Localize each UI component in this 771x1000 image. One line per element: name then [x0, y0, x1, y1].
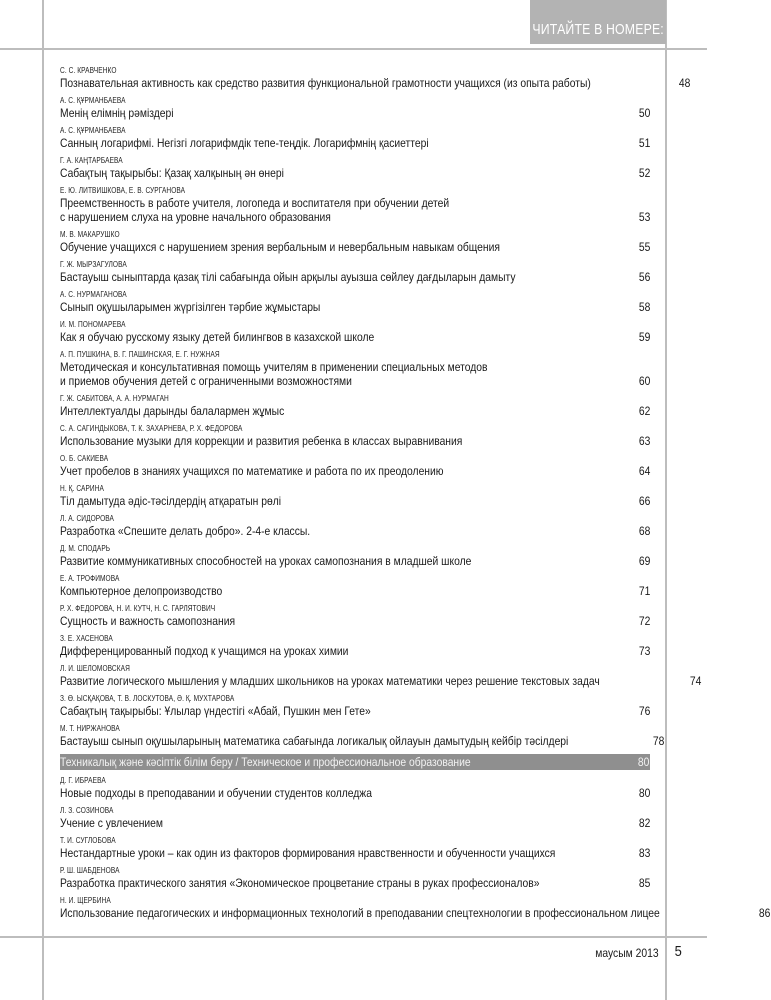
toc-entry[interactable]: [60, 424, 650, 448]
page-number: 5: [674, 943, 682, 960]
toc-entry[interactable]: [60, 776, 650, 800]
entry-title: Как я обучаю русскому языку детей билингвов в казахской школе: [60, 330, 375, 344]
section-page: 80: [637, 755, 649, 769]
entry-title-row: [60, 704, 650, 718]
entry-title: Учение с увлечением: [60, 816, 164, 830]
entry-authors: О. Б. САКИЕВА: [60, 454, 109, 463]
entry-title: Новые подходы в преподавании и обучении студентов колледжа: [60, 786, 372, 800]
entry-title-row: [60, 494, 650, 508]
toc-entry[interactable]: [60, 290, 650, 314]
entry-title-row: [60, 906, 771, 920]
toc-list: [60, 776, 771, 920]
toc-list: [60, 66, 701, 748]
entry-page: 74: [689, 674, 701, 688]
entry-title-row: [60, 524, 650, 538]
toc-entry[interactable]: [60, 320, 650, 344]
toc-entry[interactable]: [60, 126, 650, 150]
entry-title: Методическая и консультативная помощь учителям в применении специальных методов: [60, 360, 488, 374]
entry-title-row: [60, 464, 650, 478]
entry-page: 48: [679, 76, 691, 90]
entry-title-row: [60, 786, 650, 800]
entry-authors: А. С. ҚҰРМАНБАЕВА: [60, 126, 126, 135]
entry-title: Обучение учащихся с нарушением зрения вербальным и невербальным навыкам общения: [60, 240, 500, 254]
entry-page: 86: [759, 906, 771, 920]
toc-entry[interactable]: [60, 896, 771, 920]
entry-page: 64: [638, 464, 650, 478]
entry-authors: Н. И. ЩЕРБИНА: [60, 896, 111, 905]
entry-title-row: [60, 136, 650, 150]
entry-title-row: [60, 374, 650, 388]
entry-title: Развитие коммуникативных способностей на уроках самопознания в младшей школе: [60, 554, 472, 568]
entry-authors: С. С. КРАВЧЕНКО: [60, 66, 117, 75]
entry-title-row: [60, 614, 650, 628]
entry-title-row: [60, 434, 650, 448]
bottom-rule: [0, 936, 707, 938]
entry-authors: Р. Х. ФЕДОРОВА, Н. И. КУТЧ, Н. С. ГАРЛЯТОВИЧ: [60, 604, 216, 613]
toc-entry[interactable]: [60, 694, 650, 718]
entry-title-row: [60, 106, 650, 120]
toc-entry[interactable]: [60, 574, 650, 598]
entry-page: 63: [638, 434, 650, 448]
entry-page: 51: [638, 136, 650, 150]
entry-authors: Г. А. КАҢТАРБАЕВА: [60, 156, 123, 165]
toc-entry[interactable]: [60, 394, 650, 418]
entry-title: с нарушением слуха на уровне начального образования: [60, 210, 331, 224]
issue-date: маусым 2013: [595, 946, 659, 960]
entry-page: 83: [638, 846, 650, 860]
toc-entry[interactable]: [60, 514, 650, 538]
entry-title: Бастауыш сынып оқушыларының математика сабағында логикалық ойлауын дамытудың кейбір тәсілдері: [60, 734, 569, 748]
entry-authors: А. П. ПУШКИНА, В. Г. ПАШИНСКАЯ, Е. Г. НУЖНАЯ: [60, 350, 220, 359]
entry-title: Сабақтың тақырыбы: Қазақ халқының ән өнері: [60, 166, 284, 180]
entry-authors: Е. А. ТРОФИМОВА: [60, 574, 120, 583]
toc-entry[interactable]: [60, 230, 650, 254]
entry-authors: Д. Г. ИБРАЕВА: [60, 776, 106, 785]
entry-authors: А. С. НУРМАГАНОВА: [60, 290, 127, 299]
entry-authors: Н. Қ. САРИНА: [60, 484, 105, 493]
entry-title-row: [60, 360, 650, 374]
entry-title: Использование музыки для коррекции и развития ребенка в классах выравнивания: [60, 434, 463, 448]
entry-title-row: [60, 644, 650, 658]
entry-title-row: [60, 846, 650, 860]
section-title: Техникалық және кәсіптік білім беру / Техническое и профессиональное образование: [60, 755, 471, 769]
entry-page: 76: [638, 704, 650, 718]
entry-title: Познавательная активность как средство развития функциональной грамотности учащихся (из опыта работы): [60, 76, 591, 90]
entry-title: Менің елімнің рәміздері: [60, 106, 174, 120]
entry-page: 50: [638, 106, 650, 120]
entry-title-row: [60, 404, 650, 418]
entry-page: 52: [638, 166, 650, 180]
entry-title-row: [60, 300, 650, 314]
entry-page: 73: [638, 644, 650, 658]
entry-authors: Г. Ж. САБИТОВА, А. А. НУРМАГАН: [60, 394, 169, 403]
entry-page: 59: [638, 330, 650, 344]
entry-title: Дифференцированный подход к учащимся на уроках химии: [60, 644, 349, 658]
entry-title: Преемственность в работе учителя, логопеда и воспитателя при обучении детей: [60, 196, 450, 210]
entry-authors: Д. М. СПОДАРЬ: [60, 544, 111, 553]
entry-title-row: [60, 330, 650, 344]
entry-page: 80: [638, 786, 650, 800]
entry-page: 72: [638, 614, 650, 628]
entry-title-row: [60, 76, 691, 90]
entry-title-row: [60, 584, 650, 598]
entry-title: Санның логарифмі. Негізгі логарифмдік тепе-теңдік. Логарифмнің қасиеттері: [60, 136, 429, 150]
entry-page: 56: [638, 270, 650, 284]
entry-authors: М. Т. НИРЖАНОВА: [60, 724, 120, 733]
entry-title-row: [60, 816, 650, 830]
table-of-contents: [60, 66, 771, 926]
top-rule: [0, 48, 707, 50]
entry-page: 82: [638, 816, 650, 830]
entry-title: Компьютерное делопроизводство: [60, 584, 223, 598]
entry-page: 85: [638, 876, 650, 890]
toc-entry[interactable]: [60, 866, 650, 890]
entry-authors: Т. И. СУГЛОБОВА: [60, 836, 116, 845]
toc-entry[interactable]: [60, 66, 691, 90]
toc-entry[interactable]: [60, 806, 650, 830]
entry-title: Интеллектуалды дарынды балалармен жұмыс: [60, 404, 285, 418]
entry-title-row: [60, 674, 701, 688]
toc-entry[interactable]: [60, 544, 650, 568]
toc-entry[interactable]: [60, 156, 650, 180]
section-bar[interactable]: [60, 754, 650, 770]
entry-title: и приемов обучения детей с ограниченными возможностями: [60, 374, 352, 388]
toc-entry[interactable]: [60, 350, 650, 388]
entry-authors: Л. А. СИДОРОВА: [60, 514, 114, 523]
toc-entry[interactable]: [60, 96, 650, 120]
toc-entry[interactable]: [60, 454, 650, 478]
right-margin-rule: [665, 0, 667, 1000]
entry-title-row: [60, 734, 665, 748]
toc-entry[interactable]: [60, 484, 650, 508]
entry-title: Разработка практического занятия «Экономическое процветание страны в руках профессионалов»: [60, 876, 540, 890]
entry-page: 68: [638, 524, 650, 538]
entry-title: Тіл дамытуда әдіс-тәсілдердің атқаратын рөлі: [60, 494, 282, 508]
toc-entry[interactable]: [60, 260, 650, 284]
toc-entry[interactable]: [60, 186, 650, 224]
entry-authors: З. Е. ХАСЕНОВА: [60, 634, 113, 643]
entry-page: 66: [638, 494, 650, 508]
entry-authors: Р. Ш. ШАБДЕНОВА: [60, 866, 120, 875]
entry-title-row: [60, 270, 650, 284]
entry-authors: А. С. ҚҰРМАНБАЕВА: [60, 96, 126, 105]
entry-page: 60: [638, 374, 650, 388]
toc-entry[interactable]: [60, 664, 701, 688]
entry-title: Сабақтың тақырыбы: Ұлылар үндестігі «Абай, Пушкин мен Гете»: [60, 704, 371, 718]
entry-title: Учет пробелов в знаниях учащихся по математике и работа по их преодолению: [60, 464, 444, 478]
entry-authors: З. Ө. ЫСҚАҚОВА, Т. В. ЛОСКУТОВА, Ә. Қ. МУХТАРОВА: [60, 694, 235, 703]
entry-title-row: [60, 240, 650, 254]
entry-title-row: [60, 210, 650, 224]
entry-title: Нестандартные уроки – как один из факторов формирования нравственности и обученности учащихся: [60, 846, 556, 860]
entry-title: Сынып оқушыларымен жүргізілген тәрбие жұмыстары: [60, 300, 321, 314]
toc-entry[interactable]: [60, 604, 650, 628]
entry-title: Развитие логического мышления у младших школьников на уроках математики через решение текстовых задач: [60, 674, 600, 688]
entry-authors: Е. Ю. ЛИТВИШКОВА, Е. В. СУРГАНОВА: [60, 186, 186, 195]
entry-page: 53: [638, 210, 650, 224]
entry-title: Бастауыш сыныптарда қазақ тілі сабағында ойын арқылы ауызша сөйлеу дағдыларын дамыту: [60, 270, 516, 284]
entry-authors: И. М. ПОНОМАРЕВА: [60, 320, 126, 329]
entry-title: Использование педагогических и информационных технологий в преподавании спецтехнологии в профессиональном лицее: [60, 906, 660, 920]
toc-entry[interactable]: [60, 836, 650, 860]
toc-entry[interactable]: [60, 724, 665, 748]
entry-page: 69: [638, 554, 650, 568]
entry-page: 62: [638, 404, 650, 418]
entry-authors: Л. И. ШЕЛОМОВСКАЯ: [60, 664, 130, 673]
entry-page: 58: [638, 300, 650, 314]
section-header: [530, 0, 666, 44]
entry-authors: С. А. САГИНДЫКОВА, Т. К. ЗАХАРНЕВА, Р. Х. ФЕДОРОВА: [60, 424, 243, 433]
left-margin-rule: [42, 0, 44, 1000]
entry-title-row: [60, 196, 650, 210]
entry-title-row: [60, 166, 650, 180]
entry-title: Разработка «Спешите делать добро». 2-4-е классы.: [60, 524, 311, 538]
entry-authors: М. В. МАКАРУШКО: [60, 230, 120, 239]
entry-title-row: [60, 554, 650, 568]
header-label: ЧИТАЙТЕ В НОМЕРЕ:: [532, 21, 664, 38]
entry-authors: Г. Ж. МЫРЗАГУЛОВА: [60, 260, 127, 269]
entry-authors: Л. З. СОЗИНОВА: [60, 806, 114, 815]
entry-page: 55: [638, 240, 650, 254]
toc-entry[interactable]: [60, 634, 650, 658]
entry-page: 71: [638, 584, 650, 598]
entry-title-row: [60, 876, 650, 890]
entry-title: Сущность и важность самопознания: [60, 614, 236, 628]
entry-page: 78: [652, 734, 665, 748]
